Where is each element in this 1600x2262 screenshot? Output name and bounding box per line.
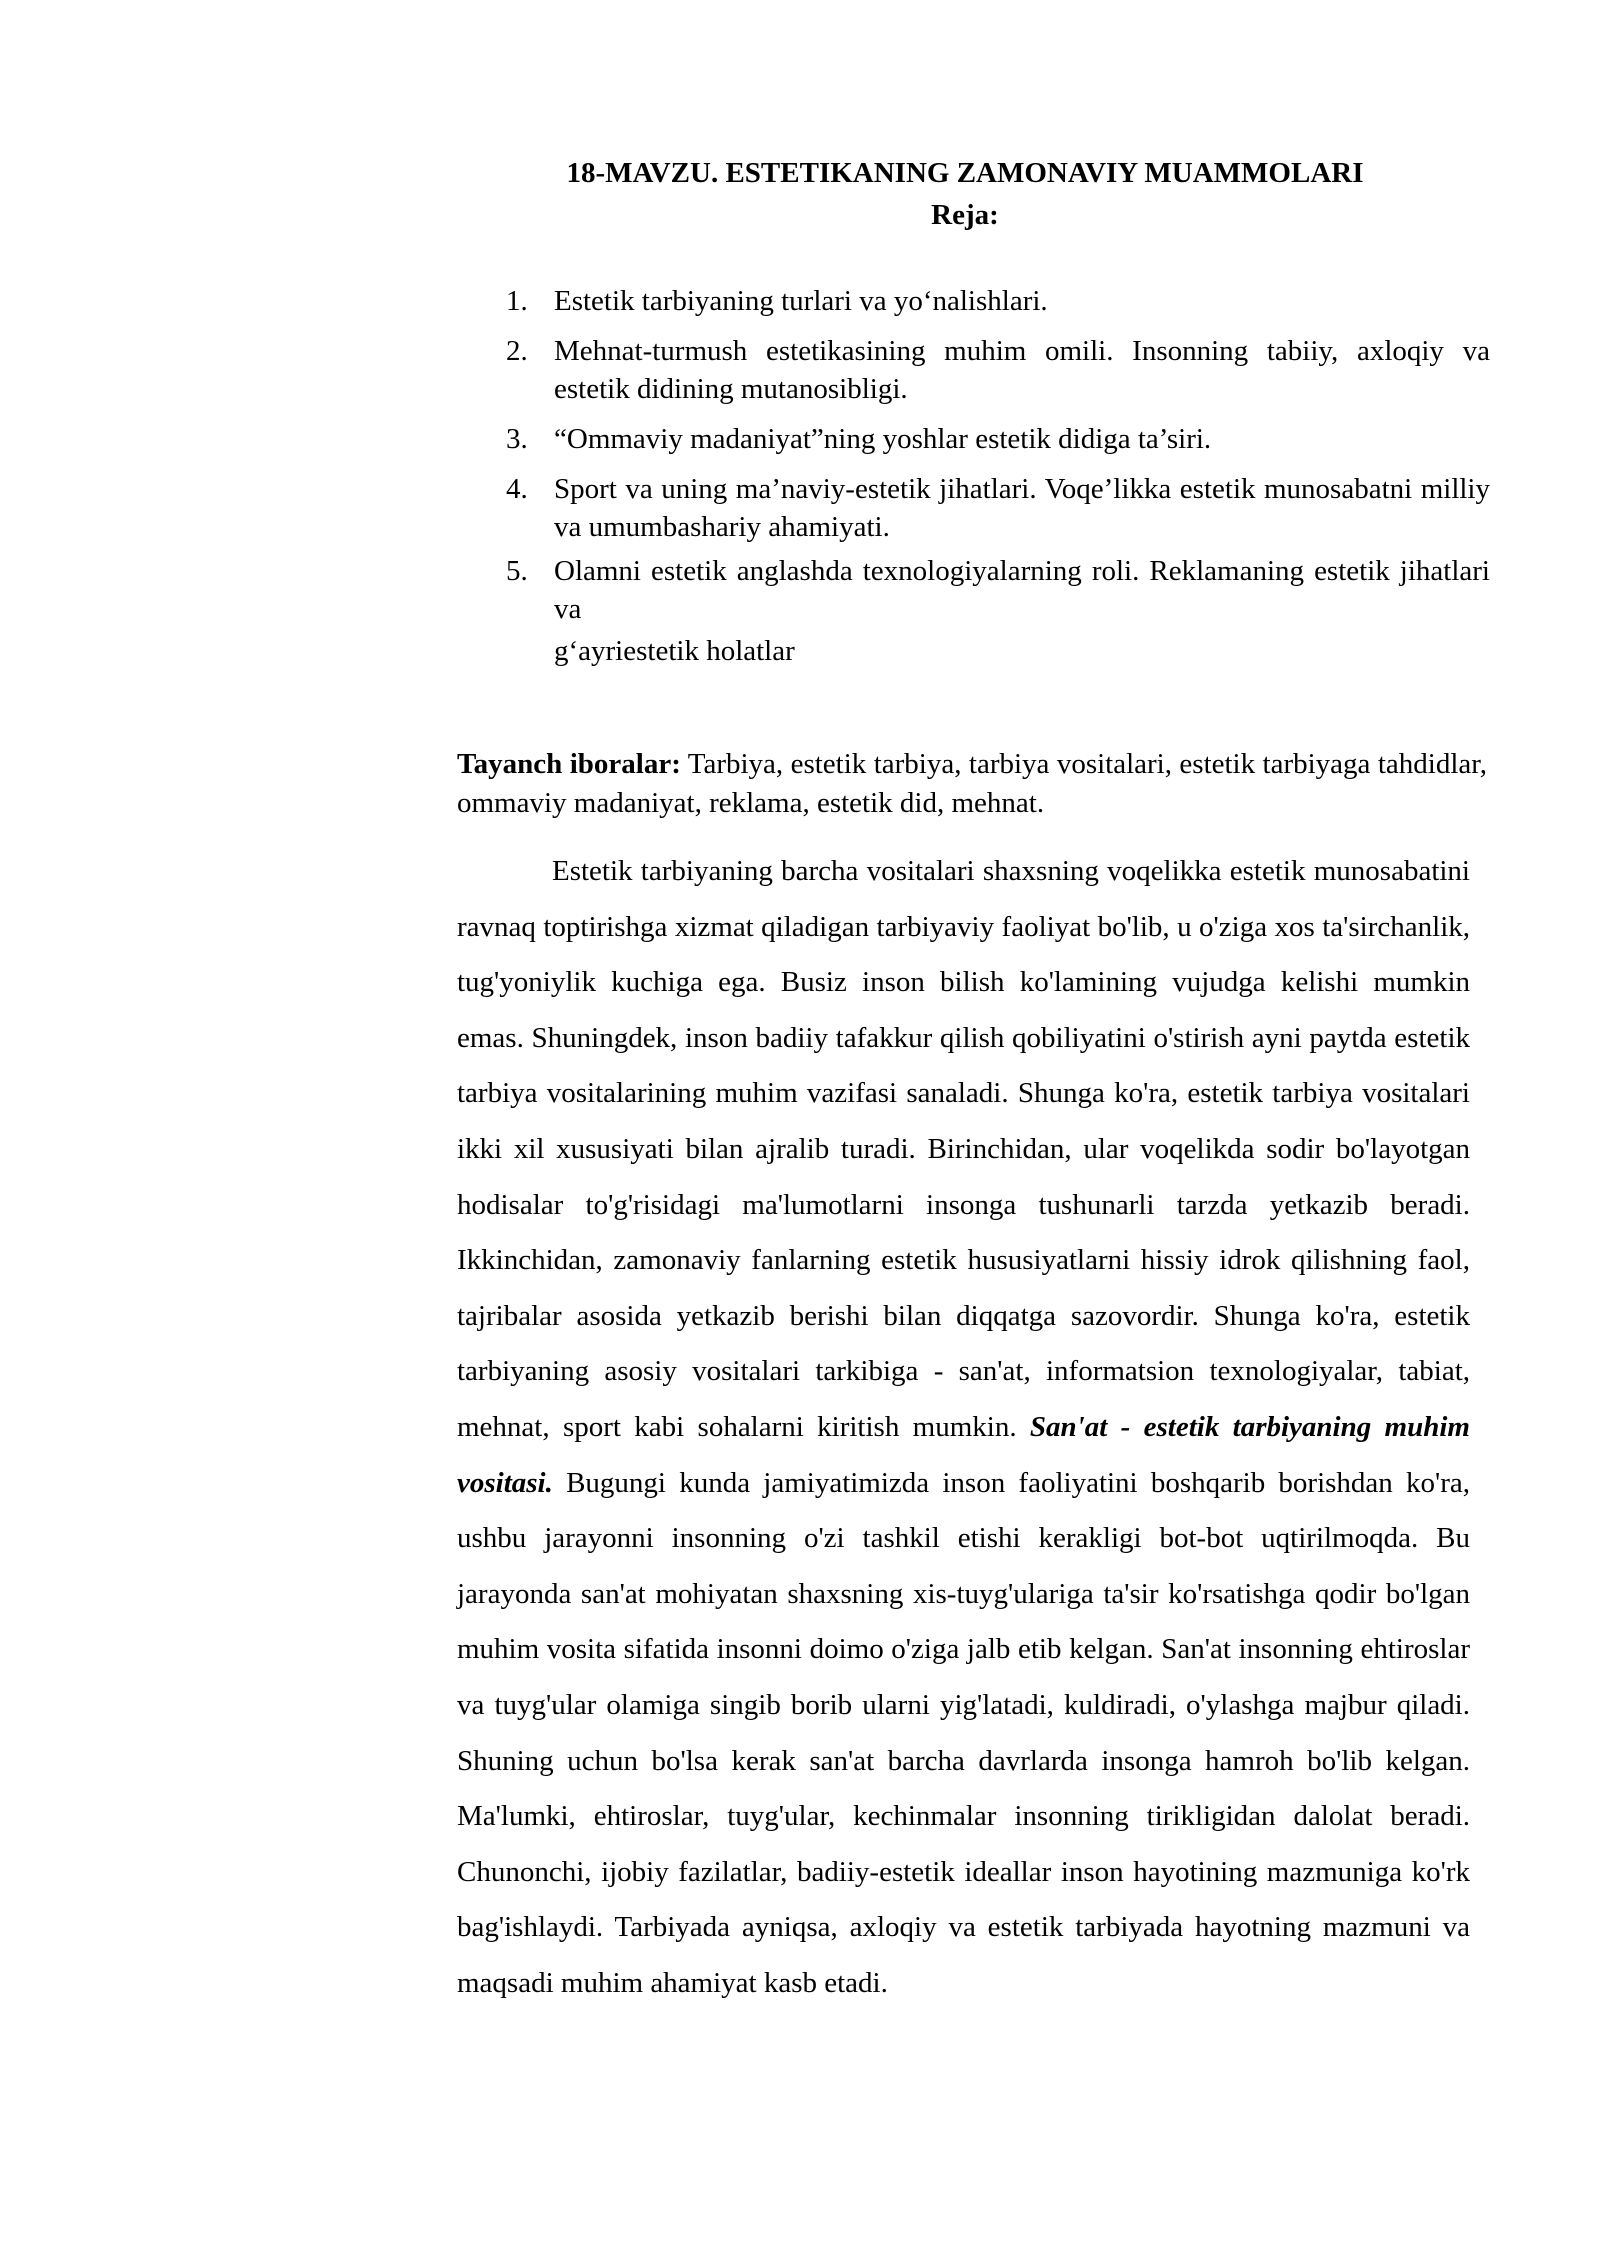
plan-item-text: Mehnat-turmush estetikasining muhim omili. Insonning tabiiy, axloqiy va estetik didining mutanosibligi. (554, 335, 1490, 405)
page-title: 18-MAVZU. ESTETIKANING ZAMONAVIY MUAMMOLARI (566, 157, 1364, 189)
plan-item-continuation: g‘ayriestetik holatlar (554, 635, 795, 667)
plan-item-number: 5. (506, 555, 528, 587)
body-paragraph-part2: Bugungi kunda jamiyatimizda inson faoliyatini boshqarib borishdan ko'ra, ushbu jarayonni insonning o'zi tashkil etishi kerakligi bot-bot uqtirilmoqda. Bu jarayonda san'at mohiyatan shaxsning xis-tuyg'ulariga ta'sir ko'rsatishga qodir bo'lgan muhim vosita sifatida insonni doimo o'ziga jalb etib kelgan. San'at insonning ehtiroslar va tuyg'ular olamiga singib borib ularni yig'latadi, kuldiradi, o'ylashga majbur qiladi. Shuning uchun bo'lsa kerak san'at barcha davrlarda insonga hamroh bo'lib kelgan. Ma'lumki, ehtiroslar, tuyg'ular, kechinmalar insonning tirikligidan dalolat beradi. Chunonchi, ijobiy fazilatlar, badiiy-estetik ideallar inson hayotining mazmuniga ko'rk bag'ishlaydi. Tarbiyada ayniqsa, axloqiy va estetik tarbiyada hayotning mazmuni va maqsadi muhim ahamiyat kasb etadi. (457, 1466, 1470, 1999)
key-phrases-label: Tayanch iboralar: (457, 748, 681, 780)
plan-item (500, 552, 1490, 670)
plan-item-number: 2. (506, 335, 528, 367)
plan-item-text: Olamni estetik anglashda texnologiyalarning roli. Reklamaning estetik jihatlari va (554, 555, 1490, 625)
plan-item (500, 282, 1490, 320)
plan-item (500, 470, 1490, 546)
key-phrases-text: Tarbiya, estetik tarbiya, tarbiya vositalari, estetik tarbiyaga tahdidlar, ommaviy madaniyat, reklama, estetik did, mehnat. (457, 748, 1488, 819)
plan-item-text: Sport va uning ma’naviy-estetik jihatlari. Voqe’likka estetik munosabatni milliy va umumbashariy ahamiyati. (554, 473, 1490, 543)
body-paragraph-part1: Estetik tarbiyaning barcha vositalari shaxsning voqelikka estetik munosabatini ravnaq toptirishga xizmat qiladigan tarbiyaviy faoliyat bo'lib, u o'ziga xos ta'sirchanlik, tug'yoniylik kuchiga ega. Busiz inson bilish ko'lamining vujudga kelishi mumkin emas. Shuningdek, inson badiiy tafakkur qilish qobiliyatini o'stirish ayni paytda estetik tarbiya vositalarining muhim vazifasi sanaladi. Shunga ko'ra, estetik tarbiya vositalari ikki xil xususiyati bilan ajralib turadi. Birinchidan, ular voqelikda sodir bo'layotgan hodisalar to'g'risidagi ma'lumotlarni insonga tushunarli tarzda yetkazib beradi. Ikkinchidan, zamonaviy fanlarning estetik hususiyatlarni hissiy idrok qilishning faol, tajribalar asosida yetkazib berishi bilan diqqatga sazovordir. Shunga ko'ra, estetik tarbiyaning asosiy vositalari tarkibiga - san'at, informatsion texnologiyalar, tabiat, mehnat, sport kabi sohalarni kiritish mumkin. (457, 855, 1470, 1443)
plan-item (500, 332, 1490, 408)
body-paragraph-emphasis: San'at - estetik tarbiyaning muhim vositasi. (457, 1410, 1470, 1499)
plan-heading: Reja: (931, 199, 999, 231)
plan-item-text: Estetik tarbiyaning turlari va yo‘nalishlari. (554, 285, 1048, 317)
plan-item-text: “Ommaviy madaniyat”ning yoshlar estetik didiga ta’siri. (554, 423, 1212, 455)
plan-item-number: 4. (506, 473, 528, 505)
plan-list (500, 282, 1490, 682)
key-phrases (457, 745, 1487, 823)
body-paragraph (457, 844, 1470, 2011)
plan-item-number: 1. (506, 285, 528, 317)
plan-item (500, 420, 1490, 458)
plan-item-number: 3. (506, 423, 528, 455)
